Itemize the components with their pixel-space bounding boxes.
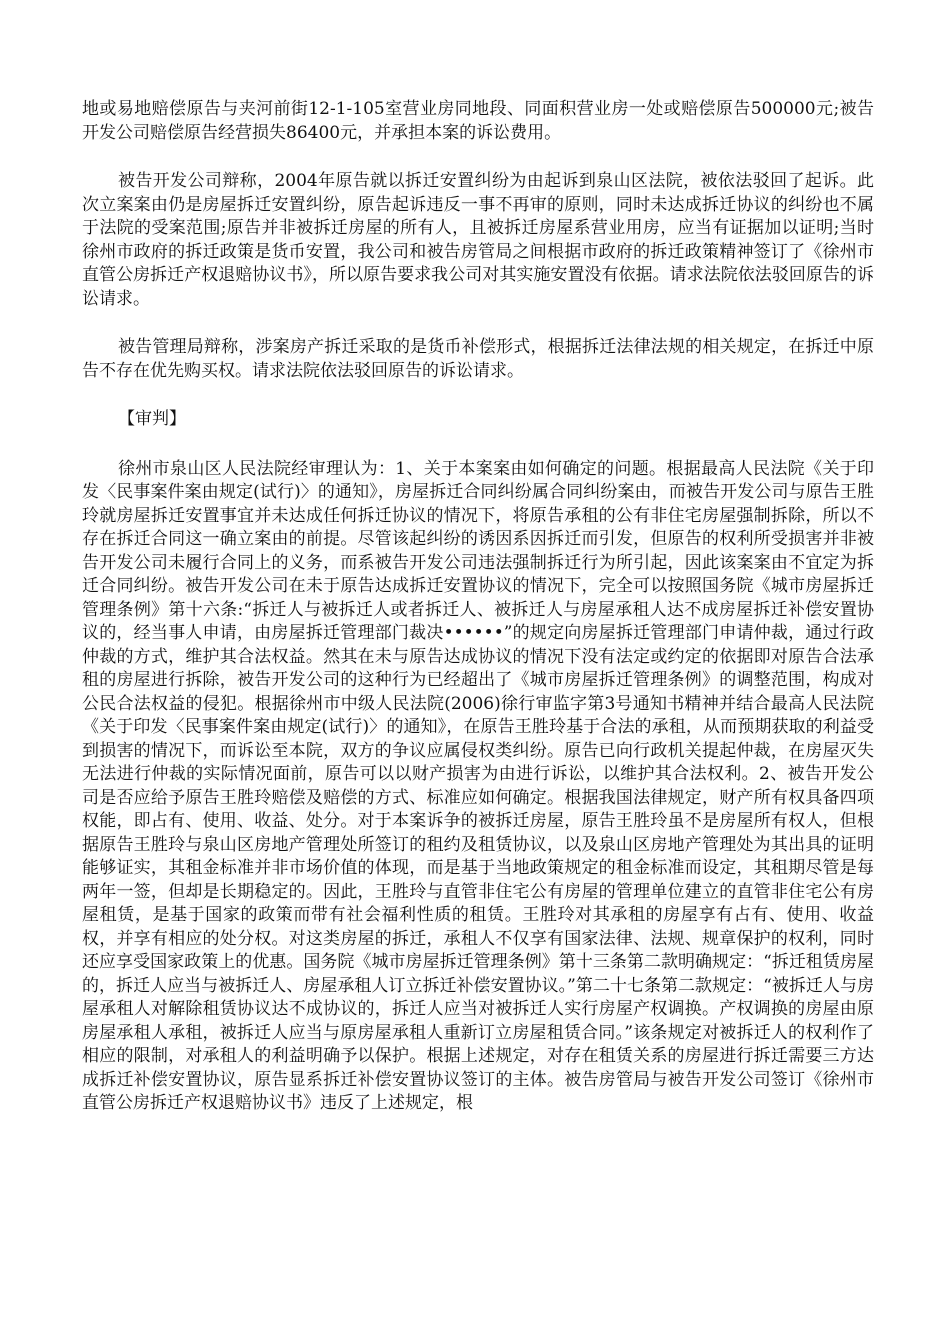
paragraph-claim-continuation: 地或易地赔偿原告与夹河前街12-1-105室营业房同地段、同面积营业房一处或赔偿原告500000元;被告开发公司赔偿原告经营损失86400元，并承担本案的诉讼费用。 xyxy=(82,99,874,143)
paragraph-court-reasoning: 徐州市泉山区人民法院经审理认为：1、关于本案案由如何确定的问题。根据最高人民法院《关于印发〈民事案件案由规定(试行)〉的通知》，房屋拆迁合同纠纷属合同纠纷案由，而被告开发公司与原告王胜玲就房屋拆迁安置事宜并未达成任何拆迁协议的情况下，将原告承租的公有非住宅房屋强制拆除，所以不存在拆迁合同这一确立案由的前提。尽管该起纠纷的诱因系因拆迁而引发，但原告的权利所受损害并非被告开发公司未履行合同上的义务，而系被告开发公司违法强制拆迁行为所引起，因此该案案由不宜定为拆迁合同纠纷。被告开发公司在未于原告达成拆迁安置协议的情况下，完全可以按照国务院《城市房屋拆迁管理条例》第十六条:“拆迁人与被拆迁人或者拆迁人、被拆迁人与房屋承租人达不成房屋拆迁补偿安置协议的，经当事人申请，由房屋拆迁管理部门裁决••••••”的规定向房屋拆迁管理部门申请仲裁，通过行政仲裁的方式，维护其合法权益。然其在未与原告达成协议的情况下没有法定或约定的依据即对原告合法承租的房屋进行拆除，被告开发公司的这种行为已经超出了《城市房屋拆迁管理条例》的调整范围，构成对公民合法权益的侵犯。根据徐州市中级人民法院(2006)徐行审监字第3号通知书精神并结合最高人民法院《关于印发〈民事案件案由规定(试行)〉的通知》，在原告王胜玲基于合法的承租，从而预期获取的利益受到损害的情况下，而诉讼至本院，双方的争议应属侵权类纠纷。原告已向行政机关提起仲裁，在房屋灭失无法进行仲裁的实际情况面前，原告可以以财产损害为由进行诉讼，以维护其合法权利。2、被告开发公司是否应给予原告王胜玲赔偿及赔偿的方式、标准应如何确定。根据我国法律规定，财产所有权具备四项权能，即占有、使用、收益、处分。对于本案诉争的被拆迁房屋，原告王胜玲虽不是房屋所有权人，但根据原告王胜玲与泉山区房地产管理处所签订的租约及租赁协议，以及泉山区房地产管理处为其出具的证明能够证实，其租金标准并非市场价值的体现，而是基于当地政策规定的租金标准而设定，其租期尽管是每两年一签，但却是长期稳定的。因此，王胜玲与直管非住宅公有房屋的管理单位建立的直管非住宅公有房屋租赁，是基于国家的政策而带有社会福利性质的租赁。王胜玲对其承租的房屋享有占有、使用、收益权，并享有相应的处分权。对这类房屋的拆迁，承租人不仅享有国家法律、法规、规章保护的权利，同时还应享受国家政策上的优惠。国务院《城市房屋拆迁管理条例》第十三条第二款明确规定：“拆迁租赁房屋的，拆迁人应当与被拆迁人、房屋承租人订立拆迁补偿安置协议。”第二十七条第二款规定：“被拆迁人与房屋承租人对解除租赁协议达不成协议的，拆迁人应当对被拆迁人实行房屋产权调换。产权调换的房屋由原房屋承租人承租，被拆迁人应当与原房屋承租人重新订立房屋租赁合同。”该条规定对被拆迁人的权利作了相应的限制，对承租人的利益明确予以保护。根据上述规定，对存在租赁关系的房屋进行拆迁需要三方达成拆迁补偿安置协议，原告显系拆迁补偿安置协议签订的主体。被告房管局与被告开发公司签订《徐州市直管公房拆迁产权退赔协议书》违反了上述规定，根 xyxy=(82,458,874,1113)
paragraph-developer-defense: 被告开发公司辩称，2004年原告就以拆迁安置纠纷为由起诉到泉山区法院，被依法驳回了起诉。此次立案案由仍是房屋拆迁安置纠纷，原告起诉违反一事不再审的原则，同时未达成拆迁协议的纠纷也不属于法院的受案范围;原告并非被拆迁房屋的所有人，且被拆迁房屋系营业用房，应当有证据加以证明;当时徐州市政府的拆迁政策是货币安置，我公司和被告房管局之间根据市政府的拆迁政策精神签订了《徐州市直管公房拆迁产权退赔协议书》，所以原告要求我公司对其实施安置没有依据。请求法院依法驳回原告的诉讼请求。 xyxy=(82,171,874,309)
paragraph-bureau-defense: 被告管理局辩称，涉案房产拆迁采取的是货币补偿形式，根据拆迁法律法规的相关规定，在拆迁中原告不存在优先购买权。请求法院依法驳回原告的诉讼请求。 xyxy=(82,337,874,381)
section-heading-trial: 【审判】 xyxy=(118,409,186,429)
document-page xyxy=(82,98,874,1141)
